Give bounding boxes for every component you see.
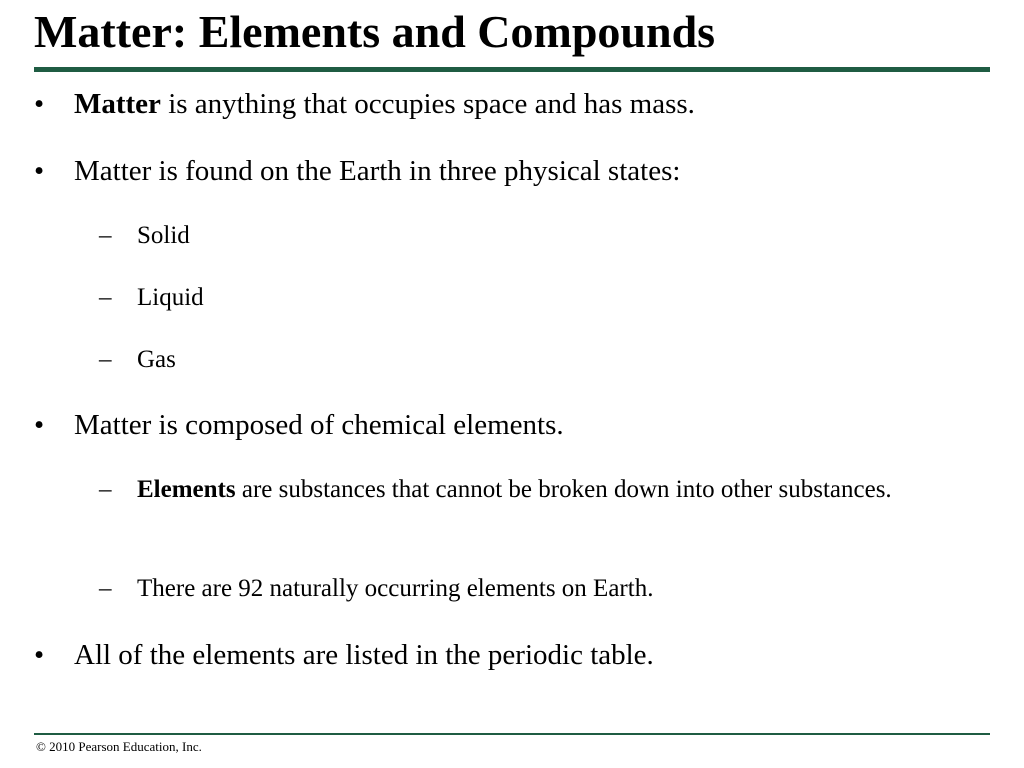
sub-item-text: There are 92 naturally occurring elements on Earth. — [137, 575, 654, 602]
bullet-item-chemical-elements — [34, 408, 564, 442]
dash-marker: – — [99, 284, 112, 311]
bullet-marker: • — [34, 155, 45, 187]
bullet-text: All of the elements are listed in the periodic table. — [74, 639, 654, 671]
sub-item-text: are substances that cannot be broken down into other substances. — [235, 476, 892, 503]
dash-marker: – — [99, 575, 112, 602]
sub-item-text: Solid — [137, 222, 190, 249]
dash-marker: – — [99, 346, 112, 373]
bullet-marker: • — [34, 88, 45, 120]
sub-item-text: Liquid — [137, 284, 204, 311]
bullet-item-matter-definition — [34, 87, 695, 121]
bullet-text: Matter is found on the Earth in three physical states: — [74, 155, 681, 187]
dash-marker: – — [99, 222, 112, 249]
sub-item-elements-definition — [99, 473, 947, 507]
term-elements: Elements — [137, 476, 236, 503]
bullet-item-periodic-table — [34, 638, 654, 672]
bullet-text: is anything that occupies space and has mass. — [160, 88, 695, 120]
bullet-text: Matter is composed of chemical elements. — [74, 409, 564, 441]
sub-item-liquid — [99, 281, 204, 315]
slide-title: Matter: Elements and Compounds — [34, 6, 716, 57]
bullet-marker: • — [34, 409, 45, 441]
sub-item-text: Gas — [137, 346, 176, 373]
bullet-marker: • — [34, 639, 45, 671]
term-matter: Matter — [74, 88, 161, 120]
sub-item-92-elements — [99, 572, 654, 606]
bullet-item-physical-states — [34, 154, 681, 188]
sub-item-solid — [99, 219, 190, 253]
footer-divider — [34, 733, 990, 735]
copyright-notice: © 2010 Pearson Education, Inc. — [36, 739, 202, 754]
sub-item-gas — [99, 343, 176, 377]
dash-marker: – — [99, 476, 112, 503]
